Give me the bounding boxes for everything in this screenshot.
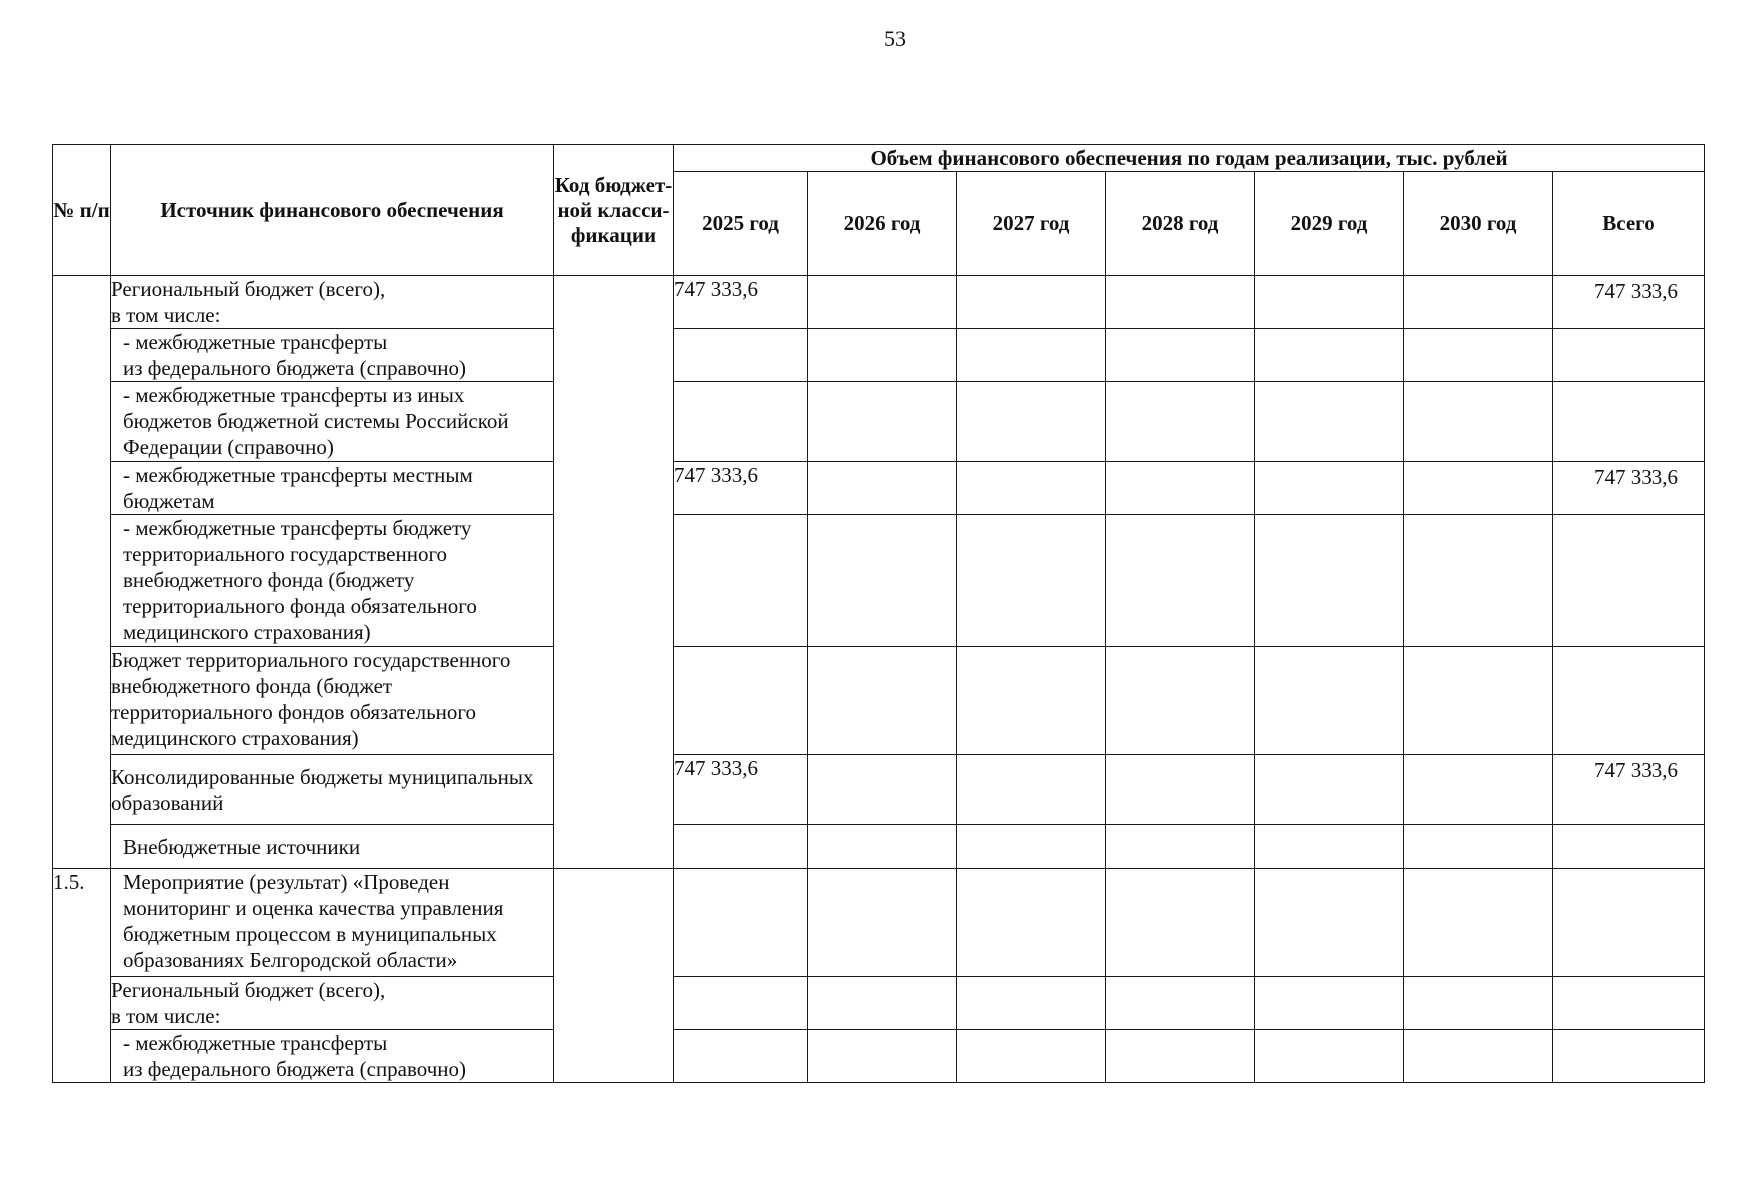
code-cell <box>554 276 674 869</box>
total-cell: 747 333,6 <box>1553 276 1705 329</box>
value-cell-2027 <box>957 329 1106 382</box>
value-cell-2026 <box>808 825 957 869</box>
value-cell-2029 <box>1255 977 1404 1030</box>
value-cell-2027 <box>957 515 1106 647</box>
value-cell-2028 <box>1106 977 1255 1030</box>
value-cell-2026 <box>808 515 957 647</box>
value-cell-2027 <box>957 755 1106 825</box>
value-cell-2030 <box>1404 977 1553 1030</box>
source-cell: Региональный бюджет (всего), в том числе: <box>111 276 554 329</box>
source-cell: Консолидированные бюджеты муниципальных образований <box>111 755 554 825</box>
header-year-2026: 2026 год <box>808 172 957 276</box>
total-cell <box>1553 329 1705 382</box>
value-cell-2025 <box>674 647 808 755</box>
value-cell-2030 <box>1404 382 1553 462</box>
value-cell-2029 <box>1255 382 1404 462</box>
total-cell: 747 333,6 <box>1553 755 1705 825</box>
value-cell-2029 <box>1255 276 1404 329</box>
value-cell-2027 <box>957 869 1106 977</box>
source-cell: - межбюджетные трансферты из иных бюджетов бюджетной системы Российской Федерации (справочно) <box>111 382 554 462</box>
total-cell <box>1553 647 1705 755</box>
value-cell-2030 <box>1404 1030 1553 1083</box>
value-cell-2025 <box>674 515 808 647</box>
value-cell-2027 <box>957 825 1106 869</box>
value-cell-2025 <box>674 977 808 1030</box>
source-cell: Бюджет территориального государственного внебюджетного фонда (бюджет территориального фондов обязательного медицинского страхования) <box>111 647 554 755</box>
table-row <box>53 462 1705 515</box>
value-cell-2027 <box>957 1030 1106 1083</box>
row-number-cell: 1.5. <box>53 869 111 1083</box>
total-cell <box>1553 1030 1705 1083</box>
header-code: Код бюджет-ной класси-фикации <box>554 145 674 276</box>
value-cell-2028 <box>1106 462 1255 515</box>
value-cell-2028 <box>1106 869 1255 977</box>
table-row <box>53 755 1705 825</box>
value-cell-2030 <box>1404 869 1553 977</box>
value-cell-2029 <box>1255 755 1404 825</box>
header-volume-group: Объем финансового обеспечения по годам реализации, тыс. рублей <box>674 145 1705 172</box>
value-cell-2029 <box>1255 1030 1404 1083</box>
value-cell-2028 <box>1106 647 1255 755</box>
value-cell-2027 <box>957 276 1106 329</box>
value-cell-2030 <box>1404 329 1553 382</box>
table-row <box>53 977 1705 1030</box>
total-cell <box>1553 382 1705 462</box>
value-cell-2025: 747 333,6 <box>674 755 808 825</box>
total-cell <box>1553 515 1705 647</box>
source-cell: - межбюджетные трансферты местным бюджетам <box>111 462 554 515</box>
value-cell-2027 <box>957 647 1106 755</box>
header-year-2025: 2025 год <box>674 172 808 276</box>
table-row <box>53 382 1705 462</box>
value-cell-2026 <box>808 647 957 755</box>
total-cell: 747 333,6 <box>1553 462 1705 515</box>
header-source: Источник финансового обеспечения <box>111 145 554 276</box>
value-cell-2027 <box>957 462 1106 515</box>
source-cell: Мероприятие (результат) «Проведен мониторинг и оценка качества управления бюджетным процессом в муниципальных образованиях Белгородской области» <box>111 869 554 977</box>
value-cell-2029 <box>1255 647 1404 755</box>
source-cell: Внебюджетные источники <box>111 825 554 869</box>
value-cell-2025: 747 333,6 <box>674 462 808 515</box>
value-cell-2029 <box>1255 869 1404 977</box>
table-row <box>53 329 1705 382</box>
value-cell-2025 <box>674 382 808 462</box>
value-cell-2026 <box>808 1030 957 1083</box>
header-total: Всего <box>1553 172 1705 276</box>
value-cell-2027 <box>957 382 1106 462</box>
header-year-2029: 2029 год <box>1255 172 1404 276</box>
value-cell-2030 <box>1404 276 1553 329</box>
header-number: № п/п <box>53 145 111 276</box>
table-row <box>53 869 1705 977</box>
value-cell-2026 <box>808 755 957 825</box>
value-cell-2028 <box>1106 825 1255 869</box>
table-row <box>53 825 1705 869</box>
value-cell-2025 <box>674 825 808 869</box>
header-year-2030: 2030 год <box>1404 172 1553 276</box>
table-row <box>53 515 1705 647</box>
value-cell-2028 <box>1106 515 1255 647</box>
value-cell-2026 <box>808 329 957 382</box>
value-cell-2029 <box>1255 462 1404 515</box>
value-cell-2028 <box>1106 1030 1255 1083</box>
table-body <box>53 276 1705 1083</box>
row-number-cell <box>53 276 111 869</box>
total-cell <box>1553 825 1705 869</box>
value-cell-2030 <box>1404 462 1553 515</box>
value-cell-2025 <box>674 869 808 977</box>
value-cell-2026 <box>808 977 957 1030</box>
value-cell-2025: 747 333,6 <box>674 276 808 329</box>
value-cell-2028 <box>1106 329 1255 382</box>
value-cell-2029 <box>1255 329 1404 382</box>
value-cell-2030 <box>1404 755 1553 825</box>
value-cell-2026 <box>808 382 957 462</box>
financing-table <box>52 144 1705 1083</box>
table-row <box>53 1030 1705 1083</box>
value-cell-2028 <box>1106 755 1255 825</box>
value-cell-2026 <box>808 869 957 977</box>
value-cell-2030 <box>1404 647 1553 755</box>
value-cell-2026 <box>808 276 957 329</box>
source-cell: - межбюджетные трансферты бюджету территориального государственного внебюджетного фонда (бюджету территориального фонда обязательного медицинского страхования) <box>111 515 554 647</box>
value-cell-2029 <box>1255 515 1404 647</box>
page-number: 53 <box>884 26 906 51</box>
header-year-2028: 2028 год <box>1106 172 1255 276</box>
table-row <box>53 647 1705 755</box>
source-cell: - межбюджетные трансферты из федерального бюджета (справочно) <box>111 329 554 382</box>
value-cell-2028 <box>1106 382 1255 462</box>
value-cell-2027 <box>957 977 1106 1030</box>
value-cell-2025 <box>674 329 808 382</box>
value-cell-2025 <box>674 1030 808 1083</box>
source-cell: - межбюджетные трансферты из федерального бюджета (справочно) <box>111 1030 554 1083</box>
code-cell <box>554 869 674 1083</box>
value-cell-2028 <box>1106 276 1255 329</box>
header-year-2027: 2027 год <box>957 172 1106 276</box>
source-cell: Региональный бюджет (всего), в том числе: <box>111 977 554 1030</box>
total-cell <box>1553 869 1705 977</box>
value-cell-2029 <box>1255 825 1404 869</box>
value-cell-2030 <box>1404 515 1553 647</box>
table-row <box>53 276 1705 329</box>
total-cell <box>1553 977 1705 1030</box>
value-cell-2026 <box>808 462 957 515</box>
value-cell-2030 <box>1404 825 1553 869</box>
